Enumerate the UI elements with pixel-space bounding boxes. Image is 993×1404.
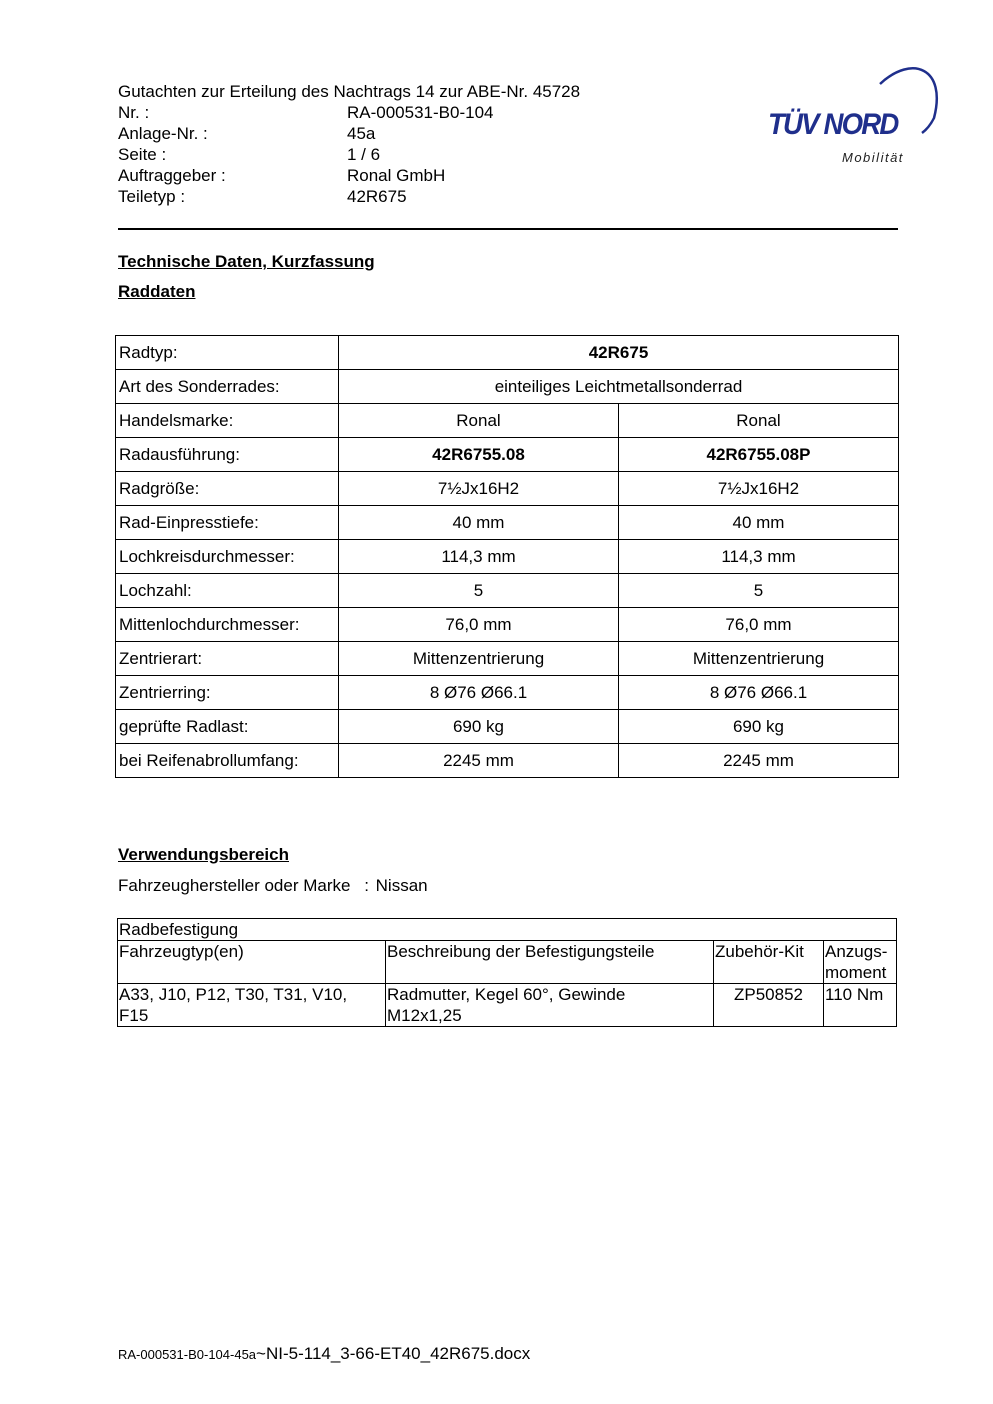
cell-col2: Ronal (619, 404, 899, 438)
header-divider (118, 228, 898, 230)
header-value: 42R675 (347, 187, 407, 206)
header-key: Seite : (118, 145, 167, 164)
cell-col1: 690 kg (339, 710, 619, 744)
cell-col2: 76,0 mm (619, 608, 899, 642)
row-label: Handelsmarke: (116, 404, 339, 438)
footer-prefix: RA-000531-B0-104-45a (118, 1347, 257, 1362)
cell-col2: 690 kg (619, 710, 899, 744)
table-row (116, 710, 899, 744)
cell-col2: 2245 mm (619, 744, 899, 778)
header-zubehoer-kit: Zubehör-Kit (714, 941, 824, 984)
radbefestigung-table (117, 918, 897, 1027)
row-label: Mittenlochdurchmesser: (116, 608, 339, 642)
cell-col2: 7½Jx16H2 (619, 472, 899, 506)
row-label: Radgröße: (116, 472, 339, 506)
cell-col1: 40 mm (339, 506, 619, 540)
hersteller-value: Nissan (375, 876, 428, 895)
cell-moment: 110 Nm (824, 984, 897, 1027)
raddaten-table (115, 335, 899, 778)
section-subtitle-raddaten: Raddaten (118, 282, 196, 301)
header-key: Teiletyp : (118, 187, 186, 206)
row-label: Zentrierring: (116, 676, 339, 710)
cell-col1: 42R6755.08 (339, 438, 619, 472)
table-row (116, 744, 899, 778)
table-row (116, 574, 899, 608)
header-fahrzeugtyp: Fahrzeugtyp(en) (118, 941, 386, 984)
cell-col1: 2245 mm (339, 744, 619, 778)
footer-filename (118, 1344, 530, 1364)
hersteller-separator: : (364, 876, 369, 895)
header-anzugsmoment (824, 941, 897, 984)
header-value: RA-000531-B0-104 (347, 103, 494, 122)
table-row (116, 608, 899, 642)
header-key: Nr. : (118, 103, 150, 122)
logo-brand: TÜV NORD (768, 108, 898, 141)
footer-suffix: ~NI-5-114_3-66-ET40_42R675.docx (256, 1344, 531, 1363)
table-row (118, 984, 897, 1027)
cell-col2: Mittenzentrierung (619, 642, 899, 676)
cell-col1: 8 Ø76 Ø66.1 (339, 676, 619, 710)
table-row (116, 404, 899, 438)
document-title: Gutachten zur Erteilung des Nachtrags 14 zur ABE-Nr. 45728 (118, 82, 581, 101)
table-row (116, 336, 899, 370)
art-value: einteiliges Leichtmetallsonderrad (339, 370, 899, 404)
cell-line: F15 (119, 1006, 149, 1025)
row-label: Zentrierart: (116, 642, 339, 676)
cell-fahrzeugtypen (118, 984, 386, 1027)
cell-col1: 5 (339, 574, 619, 608)
header-row-nr (118, 102, 493, 123)
cell-col2: 42R6755.08P (619, 438, 899, 472)
header-value: 1 / 6 (347, 145, 381, 164)
hersteller-label: Fahrzeughersteller oder Marke (118, 876, 351, 895)
cell-line: A33, J10, P12, T30, T31, V10, (119, 985, 348, 1004)
row-label: Lochkreisdurchmesser: (116, 540, 339, 574)
cell-col1: 114,3 mm (339, 540, 619, 574)
header-row-auftraggeber (118, 165, 445, 186)
tuv-nord-logo (762, 56, 942, 171)
header-key: Anlage-Nr. : (118, 124, 208, 143)
cell-col1: Mittenzentrierung (339, 642, 619, 676)
cell-col2: 40 mm (619, 506, 899, 540)
header-row-seite (118, 144, 380, 165)
table-caption: Radbefestigung (118, 919, 897, 941)
cell-beschreibung (386, 984, 714, 1027)
row-label: geprüfte Radlast: (116, 710, 339, 744)
row-label: Rad-Einpresstiefe: (116, 506, 339, 540)
header-row-teiletyp (118, 186, 407, 207)
table-row (118, 919, 897, 941)
row-label: Lochzahl: (116, 574, 339, 608)
header-key: Auftraggeber : (118, 166, 226, 185)
cell-col2: 8 Ø76 Ø66.1 (619, 676, 899, 710)
cell-col1: Ronal (339, 404, 619, 438)
header-value: 45a (347, 124, 376, 143)
section-title-technische-daten: Technische Daten, Kurzfassung (118, 252, 375, 271)
row-label: Radtyp: (116, 336, 339, 370)
logo-tagline: Mobilität (842, 150, 904, 165)
header-text: Anzugs- (825, 942, 888, 961)
table-header-row (118, 941, 897, 984)
section-title-verwendungsbereich: Verwendungsbereich (118, 845, 289, 864)
table-row (116, 438, 899, 472)
cell-col1: 7½Jx16H2 (339, 472, 619, 506)
table-row (116, 506, 899, 540)
header-value: Ronal GmbH (347, 166, 446, 185)
cell-col2: 5 (619, 574, 899, 608)
radtyp-value: 42R675 (339, 336, 899, 370)
header-row-anlage (118, 123, 375, 144)
table-row (116, 642, 899, 676)
table-row (116, 370, 899, 404)
header-text: moment (825, 963, 887, 982)
table-row (116, 676, 899, 710)
cell-kit: ZP50852 (714, 984, 824, 1027)
cell-col2: 114,3 mm (619, 540, 899, 574)
row-label: Radausführung: (116, 438, 339, 472)
table-row (116, 540, 899, 574)
header-beschreibung: Beschreibung der Befestigungsteile (386, 941, 714, 984)
cell-line: Radmutter, Kegel 60°, Gewinde (387, 985, 626, 1004)
row-label: Art des Sonderrades: (116, 370, 339, 404)
cell-line: M12x1,25 (387, 1006, 462, 1025)
table-row (116, 472, 899, 506)
hersteller-line (118, 876, 428, 896)
cell-col1: 76,0 mm (339, 608, 619, 642)
row-label: bei Reifenabrollumfang: (116, 744, 339, 778)
